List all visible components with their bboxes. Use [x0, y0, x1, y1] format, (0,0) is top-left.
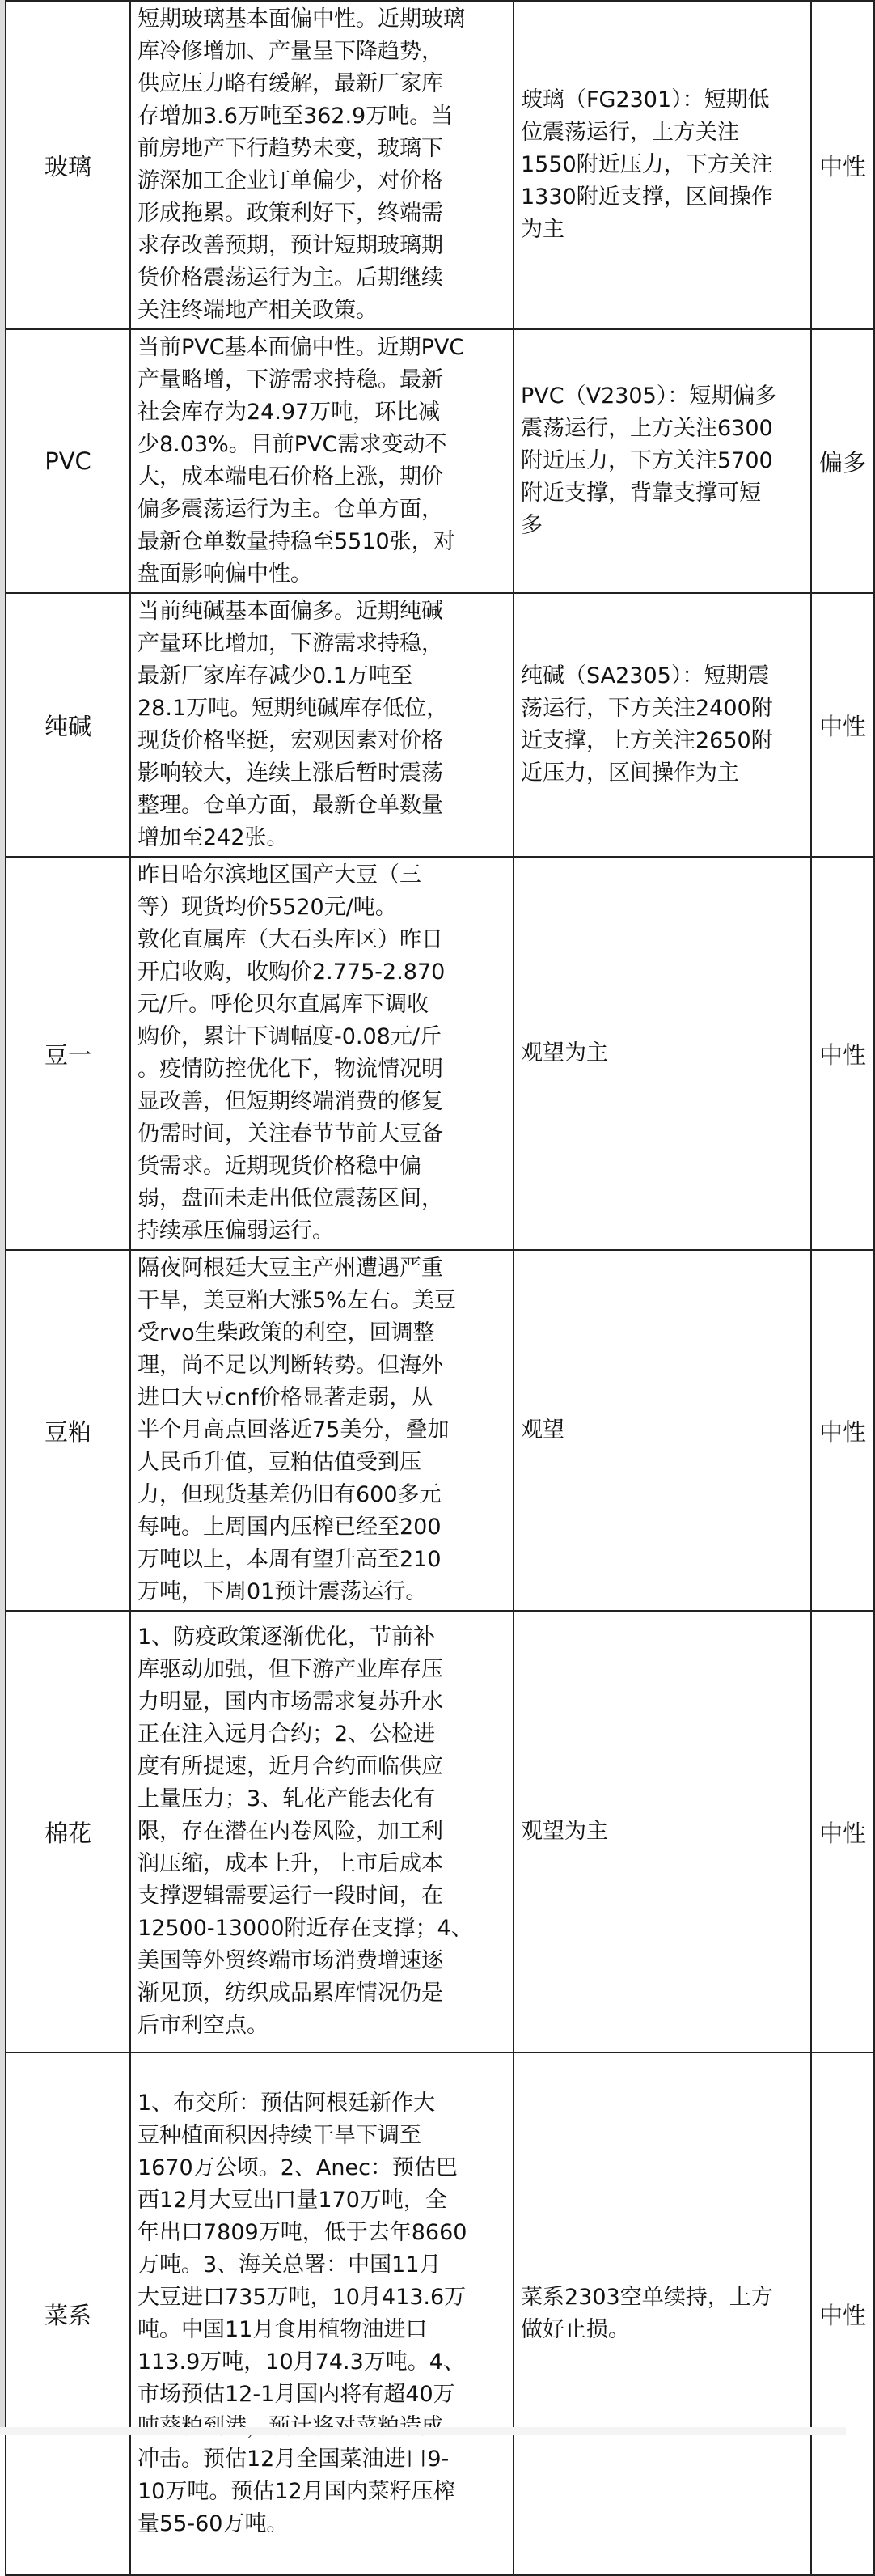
analysis-cell: 当前PVC基本面偏中性。近期PVC 产量略增，下游需求持稳。最新 社会库存为24.97万吨，环比减 少8.03%。目前PVC需求变动不 大，成本端电石价格上涨，期价 偏多震荡运行为主。仓单方面， 最新仓单数量持稳至5510张，对 盘面影响偏中性。	[130, 329, 514, 593]
table-row	[6, 593, 874, 857]
category-cell: 玻璃	[6, 1, 130, 329]
bottom-edge	[0, 2427, 846, 2435]
strategy-cell: 菜系2303空单续持，上方 做好止损。	[514, 2053, 811, 2575]
category-cell: 豆一	[6, 857, 130, 1250]
table-row	[6, 857, 874, 1250]
view-cell: 中性	[811, 857, 874, 1250]
view-cell: 中性	[811, 1611, 874, 2053]
category-cell: 豆粕	[6, 1250, 130, 1611]
category-cell: 菜系	[6, 2053, 130, 2575]
analysis-cell: 昨日哈尔滨地区国产大豆（三 等）现货均价5520元/吨。 敦化直属库（大石头库区）昨日 开启收购，收购价2.775-2.870 元/斤。呼伦贝尔直属库下调收 购价，累计下调幅度-0.08元/斤 。疫情防控优化下，物流情况明 显改善，但短期终端消费的修复 仍需时间，关注春节节前大豆备 货需求。近期现货价格稳中偏 弱，盘面未走出低位震荡区间， 持续承压偏弱运行。	[130, 857, 514, 1250]
view-cell: 中性	[811, 1250, 874, 1611]
table-row	[6, 329, 874, 593]
table-row	[6, 1611, 874, 2053]
analysis-cell: 隔夜阿根廷大豆主产州遭遇严重 干旱，美豆粕大涨5%左右。美豆 受rvo生柴政策的利空，回调整 理，尚不足以判断转势。但海外 进口大豆cnf价格显著走弱，从 半个月高点回落近75美分，叠加 人民币升值，豆粕估值受到压 力，但现货基差仍旧有600多元 每吨。上周国内压榨已经至200 万吨以上，本周有望升高至210 万吨，下周01预计震荡运行。	[130, 1250, 514, 1611]
analysis-cell: 短期玻璃基本面偏中性。近期玻璃 库冷修增加、产量呈下降趋势， 供应压力略有缓解，最新厂家库 存增加3.6万吨至362.9万吨。当 前房地产下行趋势未变，玻璃下 游深加工企业订单偏少，对价格 形成拖累。政策利好下，终端需 求存改善预期，预计短期玻璃期 货价格震荡运行为主。后期继续 关注终端地产相关政策。	[130, 1, 514, 329]
analysis-cell: 1、防疫政策逐渐优化，节前补 库驱动加强，但下游产业库存压 力明显，国内市场需求复苏升水 正在注入远月合约；2、公检进 度有所提速，近月合约面临供应 上量压力；3、轧花产能去化有 限，存在潜在内卷风险，加工利 润压缩，成本上升，上市后成本 支撑逻辑需要运行一段时间，在 12500-13000附近存在支撑；4、 美国等外贸终端市场消费增速逐 渐见顶，纺织成品累库情况仍是 后市利空点。	[130, 1611, 514, 2053]
category-cell: PVC	[6, 329, 130, 593]
category-cell: 纯碱	[6, 593, 130, 857]
view-cell: 中性	[811, 1, 874, 329]
analysis-cell: 1、布交所：预估阿根廷新作大 豆种植面积因持续干旱下调至 1670万公顷。2、Anec：预估巴 西12月大豆出口量170万吨，全 年出口7809万吨，低于去年8660 万吨。3、海关总署：中国11月 大豆进口735万吨，10月413.6万 吨。中国11月食用植物油进口 113.9万吨，10月74.3万吨。4、 市场预估12-1月国内将有超40万 冲击。预估12月全国菜油进口9- 10万吨。预估12月国内菜籽压榨 量55-60万吨。	[130, 2053, 514, 2575]
table-row	[6, 1, 874, 329]
view-cell: 中性	[811, 593, 874, 857]
table-row	[6, 1250, 874, 1611]
view-cell: 中性	[811, 2053, 874, 2575]
category-cell: 棉花	[6, 1611, 130, 2053]
strategy-cell: 观望为主	[514, 1611, 811, 2053]
table-row	[6, 2053, 874, 2575]
strategy-cell: 观望	[514, 1250, 811, 1611]
strategy-cell: PVC（V2305）：短期偏多 震荡运行，上方关注6300 附近压力，下方关注5700 附近支撑，背靠支撑可短 多	[514, 329, 811, 593]
analysis-cell: 当前纯碱基本面偏多。近期纯碱 产量环比增加，下游需求持稳， 最新厂家库存减少0.1万吨至 28.1万吨。短期纯碱库存低位， 现货价格坚挺，宏观因素对价格 影响较大，连续上涨后暂时震荡 整理。仓单方面，最新仓单数量 增加至242张。	[130, 593, 514, 857]
strategy-cell: 玻璃（FG2301）：短期低 位震荡运行，上方关注 1550附近压力，下方关注 1330附近支撑，区间操作 为主	[514, 1, 811, 329]
commodity-analysis-table	[5, 0, 875, 2576]
strategy-cell: 观望为主	[514, 857, 811, 1250]
view-cell: 偏多	[811, 329, 874, 593]
strategy-cell: 纯碱（SA2305）：短期震 荡运行，下方关注2400附 近支撑，上方关注2650附 近压力，区间操作为主	[514, 593, 811, 857]
